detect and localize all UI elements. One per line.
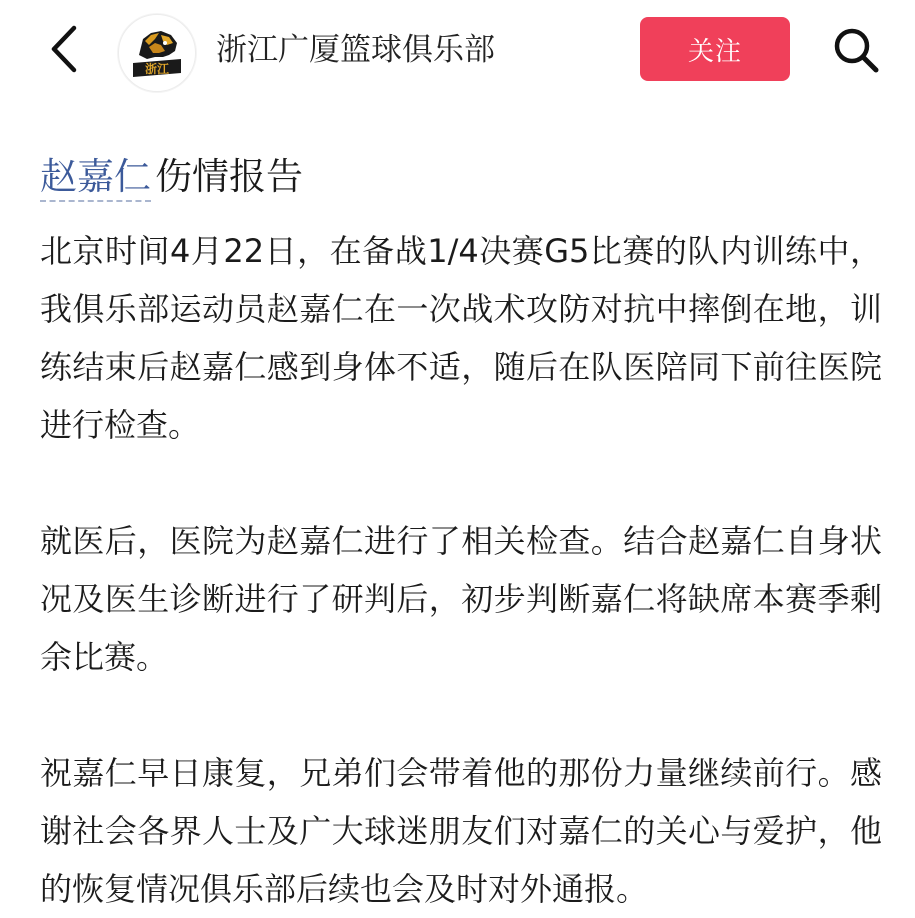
post-title <box>40 148 303 206</box>
lion-logo-icon <box>125 21 189 85</box>
topic-link[interactable]: 赵嘉仁 <box>40 155 151 202</box>
search-button[interactable] <box>826 20 886 80</box>
avatar[interactable] <box>118 14 196 92</box>
back-button[interactable] <box>38 24 88 74</box>
paragraph: 就医后，医院为赵嘉仁进行了相关检查。结合赵嘉仁自身状况及医生诊断进行了研判后，初步判断嘉仁将缺席本赛季剩余比赛。 <box>40 522 882 676</box>
title-text: 伤情报告 <box>155 155 303 198</box>
avatar-text: 浙江 <box>144 62 170 76</box>
paragraph: 北京时间4月22日，在备战1/4决赛G5比赛的队内训练中，我俱乐部运动员赵嘉仁在一次战术攻防对抗中摔倒在地，训练结束后赵嘉仁感到身体不适，随后在队医陪同下前往医院进行检查。 <box>40 232 882 444</box>
follow-button[interactable]: 关注 <box>640 17 790 81</box>
account-name[interactable]: 浙江广厦篮球俱乐部 <box>216 32 495 68</box>
paragraph: 祝嘉仁早日康复，兄弟们会带着他的那份力量继续前行。感谢社会各界人士及广大球迷朋友们对嘉仁的关心与爱护，他的恢复情况俱乐部后续也会及时对外通报。 <box>40 754 882 908</box>
top-bar <box>0 0 915 105</box>
search-icon <box>830 24 882 76</box>
chevron-left-icon <box>46 24 80 74</box>
post-body <box>40 222 882 918</box>
